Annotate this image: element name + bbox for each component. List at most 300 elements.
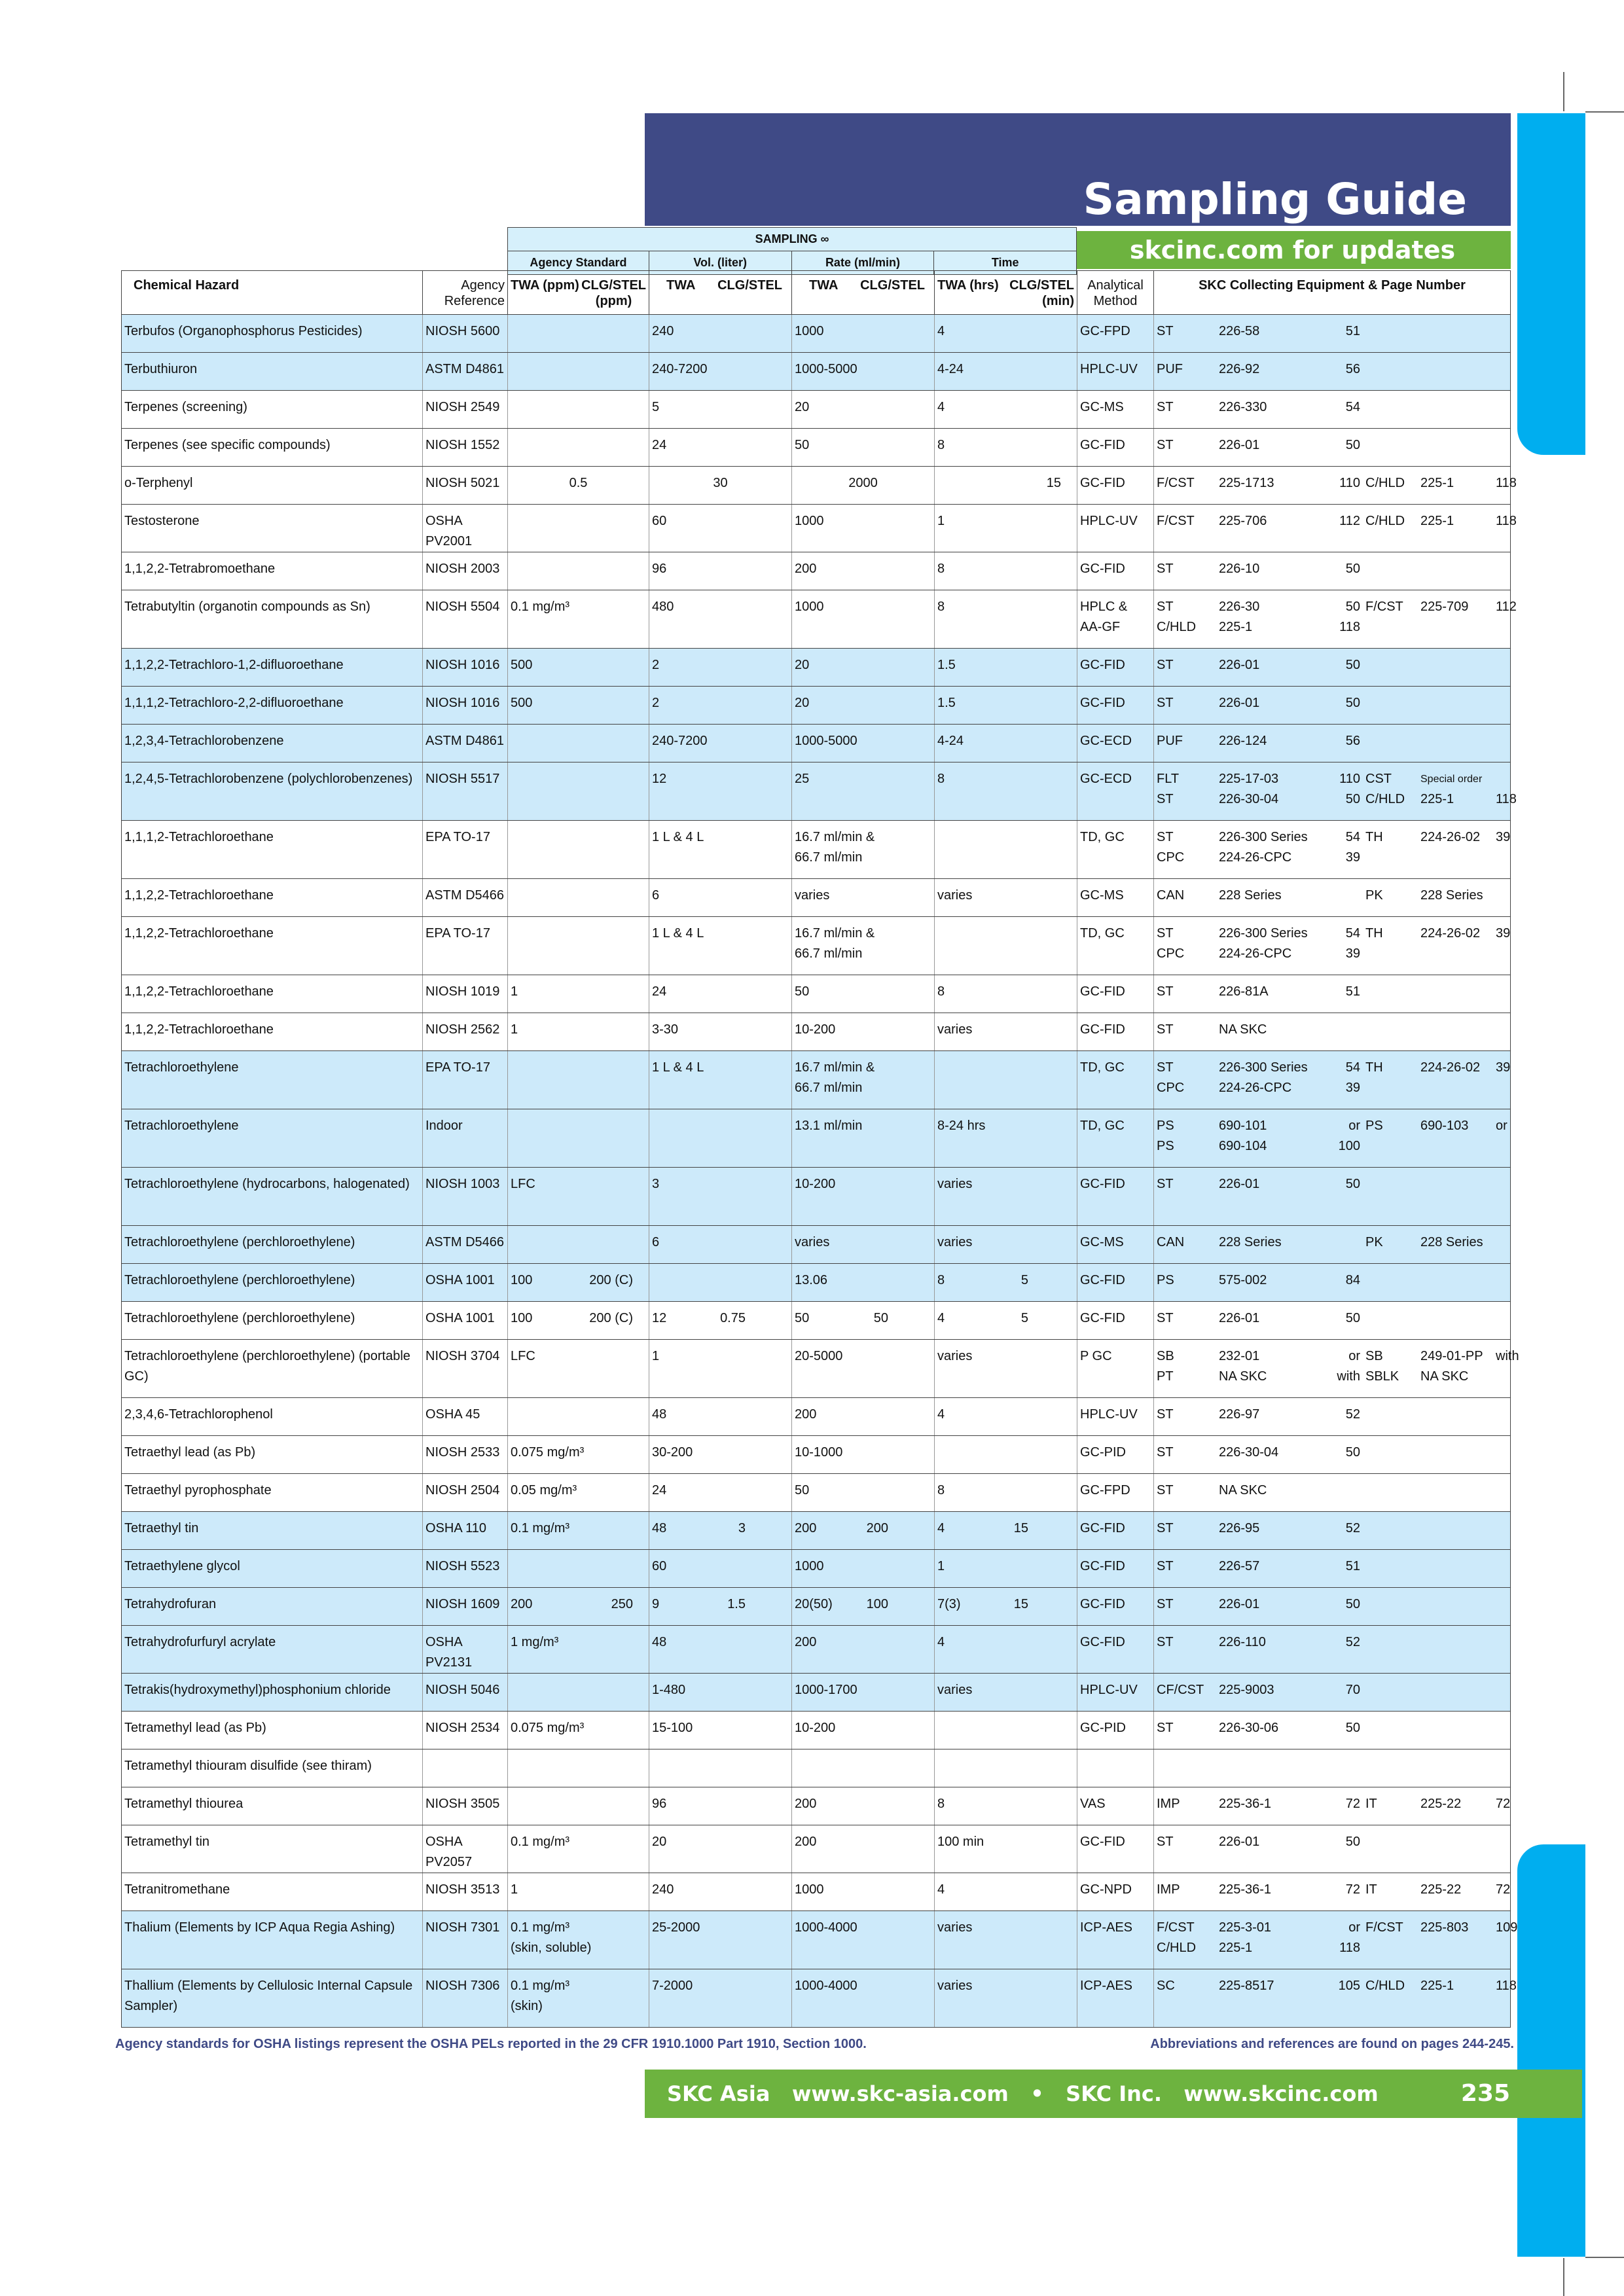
page-title: Sampling Guide xyxy=(1083,174,1467,224)
equipment-value: 50 xyxy=(1345,562,1360,576)
equipment-value xyxy=(1365,1480,1420,1501)
equipment-value: 226-30-04 xyxy=(1219,1445,1279,1460)
cell-time xyxy=(935,552,1077,590)
clg-stel-ppm-value: 200 (C) xyxy=(589,1273,633,1287)
cell-chemical: Tetramethyl thiouram disulfide (see thiram) xyxy=(122,1749,423,1787)
equipment-value: FLT xyxy=(1157,772,1180,786)
equipment-value: 224-26-02 xyxy=(1420,1060,1481,1075)
rate-twa-value: 200 xyxy=(795,562,817,576)
time-twa-value: 1.5 xyxy=(937,658,956,672)
col-time xyxy=(935,271,1077,315)
cell-method: GC-FPD xyxy=(1077,315,1154,353)
cell-volume xyxy=(649,1051,792,1109)
cell-rate xyxy=(792,1911,935,1969)
equipment-value: TH xyxy=(1365,830,1383,844)
cell-volume xyxy=(649,1474,792,1512)
equipment-value: 232-01 xyxy=(1219,1349,1260,1363)
table-row xyxy=(122,1264,1511,1302)
equipment-value xyxy=(1420,1270,1496,1291)
equipment-value xyxy=(1365,1136,1420,1157)
vol-twa-value: 6 xyxy=(652,888,660,903)
cell-agency-ref: Indoor xyxy=(423,1109,508,1168)
cell-rate xyxy=(792,1168,935,1226)
crop-mark xyxy=(1585,2257,1624,2258)
cell-volume xyxy=(649,1109,792,1168)
cell-time xyxy=(935,1787,1077,1825)
vol-twa-value: 15-100 xyxy=(652,1721,693,1735)
equipment-value xyxy=(1496,655,1507,675)
time-twa-value: 8 xyxy=(937,1797,945,1811)
cell-method: GC-FID xyxy=(1077,1264,1154,1302)
cell-chemical: 1,2,4,5-Tetrachlorobenzene (polychlorobenzenes) xyxy=(122,762,423,821)
equipment-value: 70 xyxy=(1345,1683,1360,1697)
equipment-value: ST xyxy=(1157,1311,1174,1325)
vol-twa-value: 25-2000 xyxy=(652,1920,700,1935)
cell-agency-standard xyxy=(508,1873,649,1911)
twa-ppm-value: 0.075 mg/m³ xyxy=(511,1445,585,1460)
equipment-value: 72 xyxy=(1496,1797,1511,1811)
equipment-value: 226-01 xyxy=(1219,696,1260,710)
equipment-value xyxy=(1496,1832,1507,1852)
cell-agency-standard xyxy=(508,762,649,821)
vol-twa-value: 240 xyxy=(652,324,674,338)
equipment-value: 50 xyxy=(1345,1597,1360,1611)
cell-rate xyxy=(792,1474,935,1512)
cell-chemical: 1,1,2,2-Tetrachloroethane xyxy=(122,1013,423,1051)
cell-equipment xyxy=(1154,353,1511,391)
time-twa-value: 4 xyxy=(937,324,945,338)
rate-twa-value: 50 xyxy=(795,438,810,452)
col-equipment: SKC Collecting Equipment & Page Number xyxy=(1154,271,1511,315)
cell-rate xyxy=(792,1749,935,1787)
equipment-value: 226-01 xyxy=(1219,438,1260,452)
cell-chemical: Tetrachloroethylene (perchloroethylene) xyxy=(122,1302,423,1340)
rate-twa-value: 1000-5000 xyxy=(795,734,857,748)
equipment-value: 56 xyxy=(1345,734,1360,748)
cell-agency-standard xyxy=(508,1051,649,1109)
time-twa-value: 4-24 xyxy=(937,362,964,376)
sampling-label: SAMPLING ∞ xyxy=(508,228,1077,251)
cell-method: P GC xyxy=(1077,1340,1154,1398)
cell-rate xyxy=(792,315,935,353)
equipment-value xyxy=(1420,1020,1496,1040)
equipment-value: or xyxy=(1496,1119,1507,1133)
equipment-value: 39 xyxy=(1345,1081,1360,1095)
equipment-value: PS xyxy=(1365,1119,1383,1133)
cell-time xyxy=(935,1749,1077,1787)
time-twa-value: 4 xyxy=(937,1521,945,1535)
rate-twa-value: 1000-4000 xyxy=(795,1920,857,1935)
equipment-value xyxy=(1365,1174,1420,1194)
rate-twa-value: 50 xyxy=(795,1311,810,1325)
vol-twa-value: 480 xyxy=(652,600,674,614)
twa-ppm-value: 500 xyxy=(511,658,533,672)
time-twa-value: varies xyxy=(937,1920,973,1935)
cell-method: GC-PID xyxy=(1077,1436,1154,1474)
cell-volume xyxy=(649,1436,792,1474)
equipment-value xyxy=(1496,1308,1507,1329)
equipment-value xyxy=(1365,1556,1420,1577)
cell-method: ICP-AES xyxy=(1077,1969,1154,2028)
cell-rate xyxy=(792,552,935,590)
equipment-value: 226-01 xyxy=(1219,1177,1260,1191)
cell-agency-standard xyxy=(508,505,649,552)
cell-chemical: 1,1,2,2-Tetrabromoethane xyxy=(122,552,423,590)
cell-equipment xyxy=(1154,1398,1511,1436)
cell-agency-standard xyxy=(508,1340,649,1398)
equipment-value: 225-1 xyxy=(1420,476,1454,490)
cell-chemical: 1,1,1,2-Tetrachloroethane xyxy=(122,821,423,879)
cell-agency-standard xyxy=(508,1787,649,1825)
cell-agency-ref: NIOSH 3505 xyxy=(423,1787,508,1825)
time-twa-value: 1 xyxy=(937,1559,945,1573)
twa-ppm-value: 200 xyxy=(511,1597,533,1611)
equipment-value: 226-30-06 xyxy=(1219,1721,1279,1735)
table-row xyxy=(122,1588,1511,1626)
equipment-value: 228 Series xyxy=(1420,888,1483,903)
rate-twa-value: 13.06 xyxy=(795,1273,828,1287)
cell-rate xyxy=(792,353,935,391)
cell-time xyxy=(935,879,1077,917)
equipment-value: 50 xyxy=(1345,1177,1360,1191)
col-vol-clg: CLG/STEL xyxy=(717,278,782,293)
time-twa-value: 8 xyxy=(937,1483,945,1498)
equipment-value: 226-300 Series xyxy=(1219,1060,1308,1075)
equipment-value: CST xyxy=(1365,772,1392,786)
cell-rate xyxy=(792,687,935,725)
cell-time xyxy=(935,725,1077,762)
vol-twa-value: 30-200 xyxy=(652,1445,693,1460)
equipment-value: or xyxy=(1348,1119,1360,1133)
cell-equipment xyxy=(1154,762,1517,821)
cell-agency-standard xyxy=(508,1474,649,1512)
cell-method: GC-FID xyxy=(1077,1588,1154,1626)
cell-equipment xyxy=(1154,1013,1511,1051)
cell-volume xyxy=(649,429,792,467)
rate-twa-value: 20 xyxy=(795,658,810,672)
cell-rate xyxy=(792,649,935,687)
cell-chemical: Tetrachloroethylene (perchloroethylene) (portable GC) xyxy=(122,1340,423,1398)
rate-twa-value: 1000 xyxy=(795,600,824,614)
cell-chemical: 1,1,1,2-Tetrachloro-2,2-difluoroethane xyxy=(122,687,423,725)
rate-twa-value: 10-1000 xyxy=(795,1445,843,1460)
equipment-value xyxy=(1496,1718,1507,1738)
rate-twa-value: 200 xyxy=(795,1797,817,1811)
equipment-value: 228 Series xyxy=(1219,888,1282,903)
table-row xyxy=(122,821,1511,879)
equipment-value: 39 xyxy=(1496,926,1511,941)
equipment-value xyxy=(1365,321,1420,342)
equipment-value: 226-300 Series xyxy=(1219,926,1308,941)
cell-equipment xyxy=(1154,1588,1511,1626)
equipment-value xyxy=(1420,1938,1496,1958)
equipment-value: 51 xyxy=(1345,984,1360,999)
cell-agency-ref: NIOSH 2003 xyxy=(423,552,508,590)
cell-agency-standard xyxy=(508,917,649,975)
vol-twa-value: 96 xyxy=(652,562,667,576)
time-twa-value: 4 xyxy=(937,400,945,414)
rate-twa-value: 13.1 ml/min xyxy=(795,1119,863,1133)
cell-time xyxy=(935,1825,1077,1873)
cell-method: GC-FID xyxy=(1077,649,1154,687)
cell-method: GC-FID xyxy=(1077,1626,1154,1674)
cell-agency-standard xyxy=(508,552,649,590)
equipment-value xyxy=(1420,1078,1496,1098)
equipment-value: ST xyxy=(1157,1022,1174,1037)
time-twa-value: 15 xyxy=(1046,476,1061,490)
cell-time xyxy=(935,1051,1077,1109)
equipment-value xyxy=(1365,397,1420,418)
equipment-value: PT xyxy=(1157,1369,1174,1384)
equipment-value: ST xyxy=(1157,1177,1174,1191)
col-rate-clg: CLG/STEL xyxy=(860,278,925,293)
equipment-value: 690-104 xyxy=(1219,1139,1267,1153)
cell-equipment xyxy=(1154,467,1517,505)
equipment-value: 100 xyxy=(1338,1139,1360,1153)
time-twa-value: varies xyxy=(937,1349,973,1363)
equipment-value: 50 xyxy=(1345,1835,1360,1849)
cell-agency-standard xyxy=(508,429,649,467)
cell-time xyxy=(935,1712,1077,1749)
table-row xyxy=(122,467,1511,505)
time-clg-value: 5 xyxy=(1020,1311,1028,1325)
table-row xyxy=(122,1787,1511,1825)
cell-equipment xyxy=(1154,725,1511,762)
clg-stel-ppm-value: 200 (C) xyxy=(589,1311,633,1325)
cell-agency-ref: NIOSH 1003 xyxy=(423,1168,508,1226)
vol-twa-value: 3-30 xyxy=(652,1022,679,1037)
cell-volume xyxy=(649,552,792,590)
table-row xyxy=(122,1873,1511,1911)
table-row xyxy=(122,1302,1511,1340)
cell-chemical: 1,1,2,2-Tetrachloroethane xyxy=(122,975,423,1013)
rate-twa-value: 200 xyxy=(795,1521,817,1535)
table-row xyxy=(122,1168,1511,1226)
cell-time xyxy=(935,687,1077,725)
equipment-value: 118 xyxy=(1496,476,1517,490)
vol-twa-value: 240 xyxy=(652,1882,674,1897)
col-volume xyxy=(649,271,792,315)
vol-twa-value: 1-480 xyxy=(652,1683,686,1697)
cell-time xyxy=(935,1013,1077,1051)
cell-volume xyxy=(649,762,792,821)
equipment-value: TH xyxy=(1365,926,1383,941)
equipment-value: 224-26-CPC xyxy=(1219,1081,1292,1095)
edge-tab-top xyxy=(1517,113,1585,455)
equipment-value: 56 xyxy=(1345,362,1360,376)
table-row xyxy=(122,315,1511,353)
time-clg-value: 15 xyxy=(1013,1521,1028,1535)
equipment-value: 226-330 xyxy=(1219,400,1267,414)
equipment-value xyxy=(1420,944,1496,964)
twa-ppm-value: 0.05 mg/m³ xyxy=(511,1483,577,1498)
rate-twa-value: 10-200 xyxy=(795,1177,836,1191)
cell-chemical: 1,2,3,4-Tetrachlorobenzene xyxy=(122,725,423,762)
cell-agency-standard xyxy=(508,1264,649,1302)
equipment-value xyxy=(1365,1020,1420,1040)
cell-agency-standard xyxy=(508,1302,649,1340)
cell-volume xyxy=(649,1787,792,1825)
equipment-value: 118 xyxy=(1496,1979,1517,1993)
equipment-value: SB xyxy=(1157,1349,1174,1363)
cell-method xyxy=(1077,1749,1154,1787)
equipment-value: 50 xyxy=(1345,600,1360,614)
cell-time xyxy=(935,1588,1077,1626)
time-clg-value: 5 xyxy=(1020,1273,1028,1287)
rate-twa-value: 2000 xyxy=(848,476,878,490)
equipment-value: IMP xyxy=(1157,1797,1180,1811)
cell-rate xyxy=(792,1825,935,1873)
cell-agency-ref: NIOSH 1016 xyxy=(423,649,508,687)
equipment-value: 54 xyxy=(1345,926,1360,941)
time-twa-value: 4 xyxy=(937,1882,945,1897)
cell-volume xyxy=(649,1969,792,2028)
equipment-value: 50 xyxy=(1345,438,1360,452)
twa-ppm-value: 1 mg/m³ xyxy=(511,1635,559,1649)
col-time-twa: TWA (hrs) xyxy=(937,278,999,293)
equipment-value xyxy=(1496,559,1507,579)
time-twa-value: varies xyxy=(937,1235,973,1249)
cell-rate xyxy=(792,1013,935,1051)
rate-twa-value: 16.7 ml/min & 66.7 ml/min xyxy=(795,926,875,961)
cell-volume xyxy=(649,821,792,879)
cell-rate xyxy=(792,821,935,879)
cell-volume xyxy=(649,315,792,353)
cell-equipment xyxy=(1154,1168,1511,1226)
cell-equipment xyxy=(1154,1749,1511,1787)
equipment-value: 50 xyxy=(1345,658,1360,672)
equipment-value: PS xyxy=(1157,1119,1174,1133)
cell-equipment xyxy=(1154,315,1511,353)
cell-time xyxy=(935,590,1077,649)
cell-agency-ref: OSHA 110 xyxy=(423,1512,508,1550)
equipment-value: ST xyxy=(1157,792,1174,806)
equipment-value xyxy=(1365,982,1420,1002)
equipment-value: 225-17-03 xyxy=(1219,772,1279,786)
equipment-value: 50 xyxy=(1345,1721,1360,1735)
cell-equipment xyxy=(1154,1051,1511,1109)
cell-agency-ref: ASTM D5466 xyxy=(423,879,508,917)
cell-equipment xyxy=(1154,1712,1511,1749)
equipment-value xyxy=(1365,848,1420,868)
table-row xyxy=(122,762,1511,821)
cell-equipment xyxy=(1154,1787,1511,1825)
page-number: 235 xyxy=(1460,2080,1510,2107)
cell-time xyxy=(935,649,1077,687)
cell-chemical: Testosterone xyxy=(122,505,423,552)
cell-rate xyxy=(792,429,935,467)
twa-ppm-value: 100 xyxy=(511,1311,533,1325)
cell-chemical: Terpenes (screening) xyxy=(122,391,423,429)
equipment-value: 226-95 xyxy=(1219,1521,1260,1535)
time-twa-value: 100 min xyxy=(937,1835,984,1849)
equipment-value: 226-97 xyxy=(1219,1407,1260,1422)
rate-twa-value: 200 xyxy=(795,1407,817,1422)
equipment-value xyxy=(1365,1680,1420,1700)
equipment-value xyxy=(1365,435,1420,456)
time-twa-value: 4 xyxy=(937,1407,945,1422)
equipment-value: 225-8517 xyxy=(1219,1979,1274,1993)
cell-equipment xyxy=(1154,917,1511,975)
cell-agency-standard xyxy=(508,391,649,429)
cell-equipment xyxy=(1154,649,1511,687)
cell-agency-ref: NIOSH 1019 xyxy=(423,975,508,1013)
equipment-value: 225-803 xyxy=(1420,1920,1469,1935)
cell-rate xyxy=(792,917,935,975)
equipment-value xyxy=(1420,1405,1496,1425)
equipment-value: 112 xyxy=(1339,514,1360,528)
cell-equipment xyxy=(1154,1969,1517,2028)
cell-agency-standard xyxy=(508,315,649,353)
cell-rate xyxy=(792,1226,935,1264)
cell-agency-ref: NIOSH 2504 xyxy=(423,1474,508,1512)
twa-ppm-value: 0.1 mg/m³ (skin) xyxy=(511,1979,570,2013)
vol-twa-value: 1 xyxy=(652,1349,660,1363)
equipment-value xyxy=(1420,982,1496,1002)
cell-agency-ref: NIOSH 5504 xyxy=(423,590,508,649)
equipment-value xyxy=(1365,1270,1420,1291)
vol-twa-value: 240-7200 xyxy=(652,734,708,748)
cell-agency-standard xyxy=(508,1588,649,1626)
cell-volume xyxy=(649,725,792,762)
cell-equipment xyxy=(1154,590,1517,649)
col-clg-stel-ppm: CLG/STEL (ppm) xyxy=(581,278,646,308)
table-row xyxy=(122,505,1511,552)
cell-volume xyxy=(649,975,792,1013)
twa-ppm-value: 0.5 xyxy=(569,476,588,490)
equipment-value xyxy=(1365,1632,1420,1653)
vol-twa-value: 24 xyxy=(652,438,667,452)
equipment-value xyxy=(1496,435,1507,456)
time-twa-value: varies xyxy=(937,1979,973,1993)
equipment-value xyxy=(1420,559,1496,579)
table-row xyxy=(122,1109,1511,1168)
equipment-value: IT xyxy=(1365,1797,1377,1811)
rate-twa-value: 16.7 ml/min & 66.7 ml/min xyxy=(795,830,875,865)
equipment-value: 72 xyxy=(1345,1882,1360,1897)
cell-method: GC-FID xyxy=(1077,1825,1154,1873)
equipment-value: PUF xyxy=(1157,734,1183,748)
equipment-value: 225-1 xyxy=(1420,514,1454,528)
cell-chemical: Tetrakis(hydroxymethyl)phosphonium chloride xyxy=(122,1674,423,1712)
equipment-value: 226-01 xyxy=(1219,1311,1260,1325)
rate-twa-value: 1000-5000 xyxy=(795,362,857,376)
equipment-value: 225-1 xyxy=(1219,1941,1253,1955)
vol-twa-value: 240-7200 xyxy=(652,362,708,376)
twa-ppm-value: LFC xyxy=(511,1349,535,1363)
equipment-value xyxy=(1420,617,1496,637)
equipment-value xyxy=(1496,1232,1507,1253)
vol-twa-value: 1 L & 4 L xyxy=(652,830,704,844)
equipment-value xyxy=(1365,944,1420,964)
table-row xyxy=(122,1226,1511,1264)
equipment-value xyxy=(1420,321,1496,342)
equipment-value: 226-124 xyxy=(1219,734,1267,748)
equipment-value xyxy=(1496,397,1507,418)
time-twa-value: varies xyxy=(937,1177,973,1191)
crop-mark xyxy=(1563,2258,1564,2296)
equipment-value xyxy=(1365,559,1420,579)
cell-agency-standard xyxy=(508,1969,649,2028)
cell-agency-standard xyxy=(508,975,649,1013)
cell-volume xyxy=(649,391,792,429)
table-row xyxy=(122,429,1511,467)
vol-twa-value: 30 xyxy=(713,476,728,490)
cell-method: GC-ECD xyxy=(1077,762,1154,821)
cell-agency-ref: OSHA PV2057 xyxy=(423,1825,508,1873)
time-twa-value: 7(3) xyxy=(937,1597,961,1611)
equipment-value xyxy=(1420,1480,1496,1501)
